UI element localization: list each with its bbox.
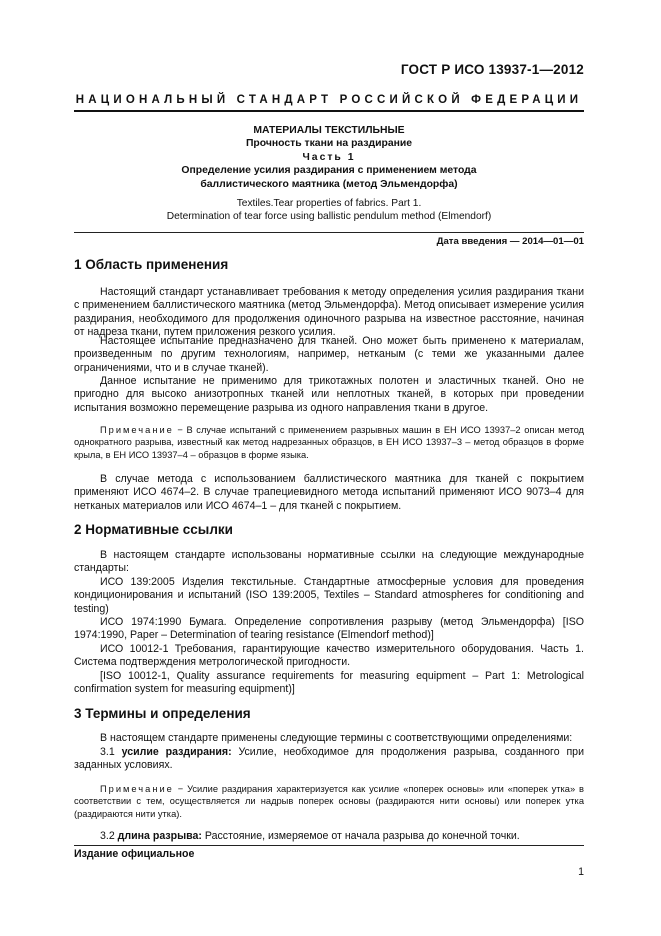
section-2-ref-iso139: ИСО 139:2005 Изделия текстильные. Стандартные атмосферные условия для проведения кондиционирования и испытаний (ISO 139:2005, Textiles – Standard atmospheres for conditioning and testing) [74,576,584,615]
title-en-line1: Textiles.Tear properties of fabrics. Part 1. [236,198,422,209]
national-standard-banner: НАЦИОНАЛЬНЫЙ СТАНДАРТ РОССИЙСКОЙ ФЕДЕРАЦИИ [75,94,583,106]
term-3-2-definition: Расстояние, измеряемое от начала разрыва до конечной точки. [201,830,520,842]
section-1-paragraph-4: В случае метода с использованием баллистического маятника для тканей с покрытием применяют ИСО 4674–2. В случае трапециевидного метода испытаний применяют ИСО 9073–4 для нетканых материалов или ИСО 4674–1 – для тканей с покрытием. [74,473,584,512]
section-1-paragraph-3: Данное испытание не применимо для трикотажных полотен и эластичных тканей. Оно не пригодно для высоко анизотропных тканей или неплотных тканей, в которых при проведении испытания возможно перемещение разрыва из одного направления ткани в другое. [74,375,584,414]
note-text: − Усилие раздирания характеризуется как усилие «поперек основы» или «поперек утка» в соответствии с тем, осуществляется ли надрыв поперек основы (раздираются нити основы) или поперек утка (раздираются нити утка). [74,784,584,819]
header-divider [74,110,584,112]
section-2-ref-iso1974: ИСО 1974:1990 Бумага. Определение сопротивления разрыву (метод Эльмендорфа) [ISO 1974:1990, Paper – Determination of tearing resistance (Elmendorf method)] [74,616,584,642]
term-3-1-name: усилие раздирания: [121,746,232,758]
section-2-heading: 2 Нормативные ссылки [74,522,233,537]
term-3-2-name: длина разрыва: [117,830,202,842]
term-3-1 [74,746,584,773]
section-2-ref-iso10012: ИСО 10012-1 Требования, гарантирующие качество измерительного оборудования. Часть 1. Система подтверждения метрологической пригодности. [74,643,584,669]
standard-code: ГОСТ Р ИСО 13937-1—2012 [400,62,584,77]
title-en-line2: Determination of tear force using ballistic pendulum method (Elmendorf) [166,211,492,223]
term-3-2 [74,830,584,843]
title-ru-part: Часть 1 [302,151,356,163]
title-ru-line5: баллистического маятника (метод Эльмендорфа) [200,178,458,190]
section-1-heading: 1 Область применения [74,257,229,272]
footer-divider [74,845,584,846]
title-divider [74,232,584,233]
effective-date: Дата введения — 2014—01—01 [436,236,584,247]
section-2-ref-iso10012-en: [ISO 10012-1, Quality assurance requirements for measuring equipment – Part 1: Metrological confirmation system for measuring equipment)] [74,670,584,696]
title-ru-line2: Прочность ткани на раздирание [245,138,413,150]
title-ru [74,124,584,191]
section-1-paragraph-2: Настоящее испытание предназначено для тканей. Оно может быть применено к материалам, произведенным по другим технологиям, например, нетканым (с теми же указанными далее ограничениями, что и в случае тканей). [74,335,584,374]
note-label: Примечание [100,425,174,435]
section-3-note [74,783,584,820]
note-text: − В случае испытаний с применением разрывных машин в ЕН ИСО 13937–2 описан метод однократного разрыва, известный как метод надрезанных образцов, в ЕН ИСО 13937–3 – метод образцов в форме крыла, в ЕН ИСО 13937–4 – образцов в форме языка. [74,425,584,460]
term-3-2-number: 3.2 [100,830,118,842]
title-ru-line4: Определение усилия раздирания с применением метода [181,165,477,177]
section-1-note [74,424,584,461]
section-3-paragraph-1: В настоящем стандарте применены следующие термины с соответствующими определениями: [100,732,573,744]
official-edition-label: Издание официальное [74,848,195,860]
page-number: 1 [578,866,584,878]
section-2-paragraph-1: В настоящем стандарте использованы нормативные ссылки на следующие международные стандарты: [74,549,584,575]
title-en [74,197,584,224]
term-3-1-number: 3.1 [100,746,122,758]
section-1-paragraph-1: Настоящий стандарт устанавливает требования к методу определения усилия раздирания ткани с применением баллистического маятника (метод Эльмендорфа). Метод описывает измерение усилия раздирания, необходимого для продолжения одиночного разрыва на известное расстояние, начиная от надреза ткани, путем приложения резкого усилия. [74,286,584,339]
title-ru-line1: МАТЕРИАЛЫ ТЕКСТИЛЬНЫЕ [253,125,405,136]
term-3-1-definition: Усилие, необходимое для продолжения разрыва, созданного при заданных условиях. [74,746,584,772]
note-label: Примечание [100,784,174,794]
section-3-heading: 3 Термины и определения [74,706,251,721]
